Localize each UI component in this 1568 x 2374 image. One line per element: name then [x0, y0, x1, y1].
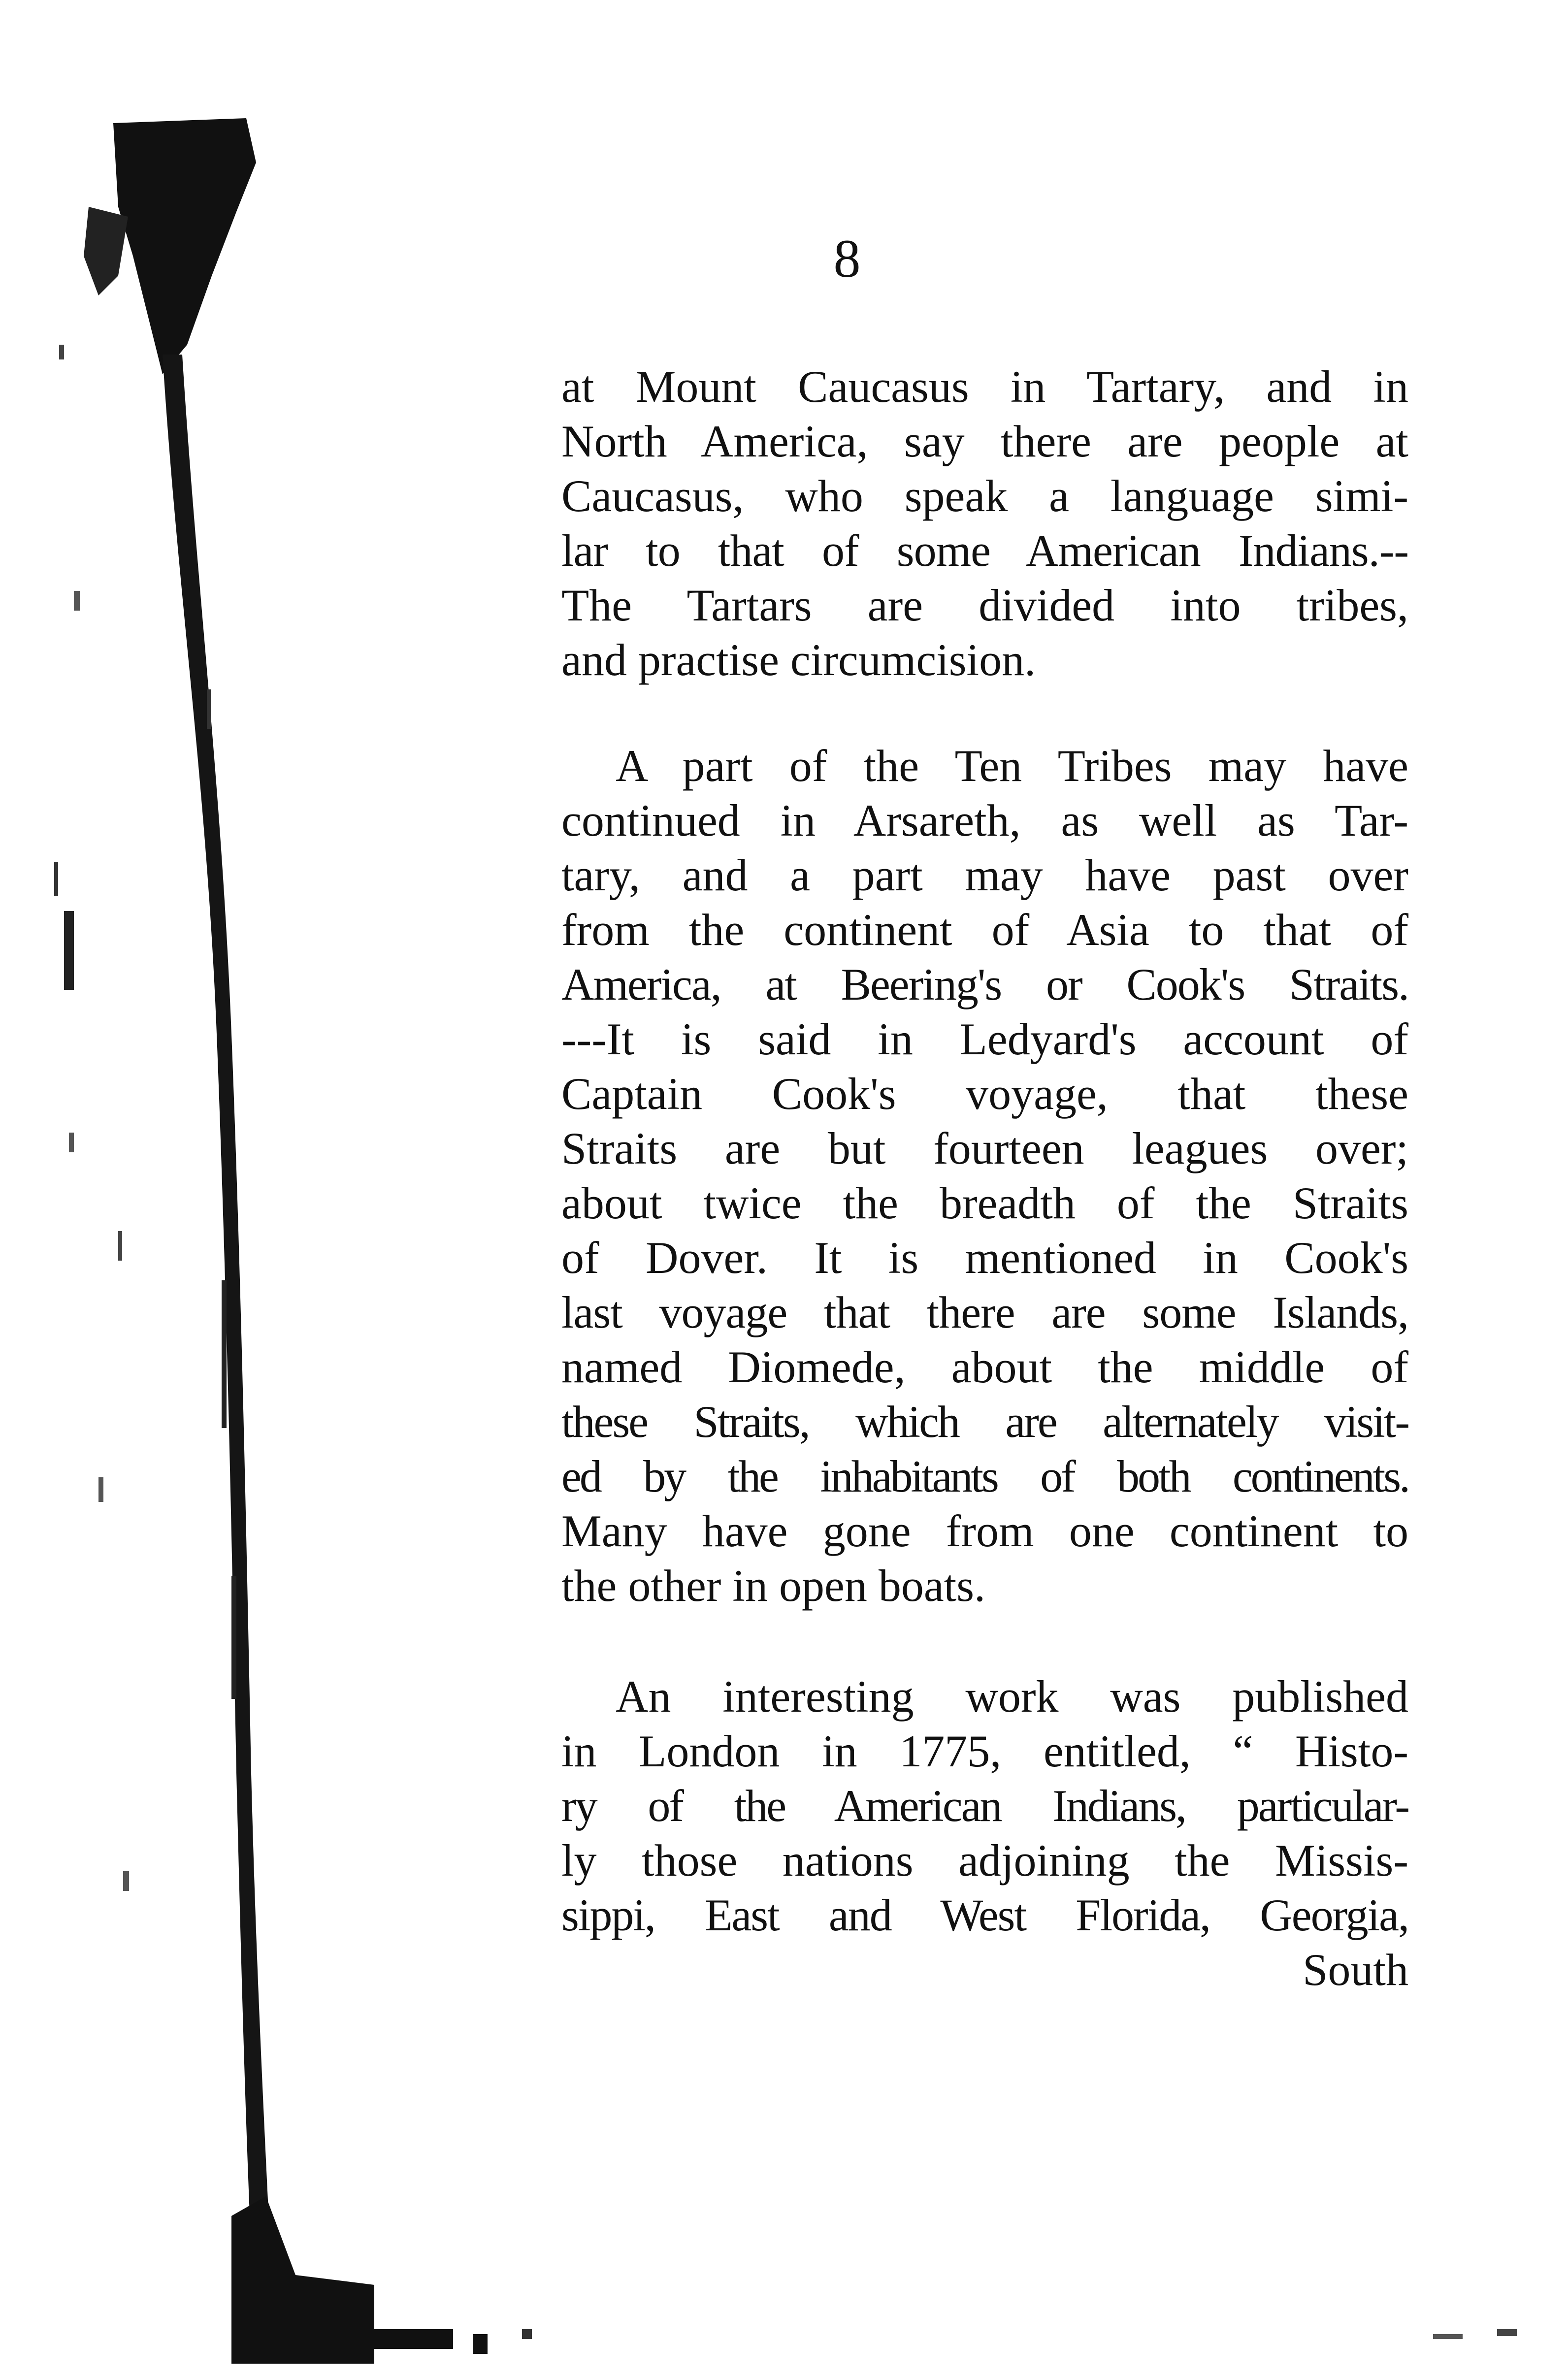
bottom-edge-specks	[374, 2314, 1568, 2374]
text-line: last voyage that there are some Islands,	[561, 1287, 1408, 1337]
catchword: South	[1303, 1945, 1408, 1995]
text-line: North America, say there are people at	[561, 416, 1408, 466]
text-line: tary, and a part may have past over	[561, 850, 1408, 900]
text-line: ry of the American Indians, particular-	[561, 1781, 1408, 1831]
text-line: Many have gone from one continent to	[561, 1506, 1408, 1556]
text-line: continued in Arsareth, as well as Tar-	[561, 795, 1408, 846]
paragraph-2	[561, 739, 1408, 1613]
text-line: the other in open boats.	[561, 1561, 986, 1611]
text-line: sippi, East and West Florida, Georgia,	[561, 1890, 1408, 1940]
paragraph-3	[561, 1669, 1408, 1997]
text-line: ed by the inhabitants of both continents.	[561, 1451, 1408, 1501]
binding-edge-shadow	[0, 0, 374, 2374]
text-line: Straits are but fourteen leagues over;	[561, 1123, 1408, 1173]
text-line: at Mount Caucasus in Tartary, and in	[561, 361, 1408, 412]
text-line: about twice the breadth of the Straits	[561, 1178, 1408, 1228]
page-number: 8	[833, 228, 861, 289]
text-line: lar to that of some American Indians.--	[561, 525, 1408, 576]
text-line	[561, 739, 1408, 793]
text-line: ly those nations adjoining the Missis-	[561, 1835, 1408, 1886]
text-line: and practise circumcision.	[561, 635, 1036, 685]
paragraph-1	[561, 359, 1408, 687]
text-line: Captain Cook's voyage, that these	[561, 1069, 1408, 1119]
text-line: ---It is said in Ledyard's account of	[561, 1014, 1408, 1064]
text-line: The Tartars are divided into tribes,	[561, 580, 1408, 630]
text-line: Caucasus, who speak a language simi-	[561, 471, 1408, 521]
text-line: from the continent of Asia to that of	[561, 905, 1408, 955]
text-line: of Dover. It is mentioned in Cook's	[561, 1233, 1408, 1283]
text-line-content: A part of the Ten Tribes may have	[616, 741, 1408, 791]
text-line	[561, 1669, 1408, 1724]
text-line: these Straits, which are alternately visit-	[561, 1397, 1408, 1447]
text-line: in London in 1775, entitled, “ Histo-	[561, 1726, 1408, 1776]
text-line-content: An interesting work was published	[616, 1671, 1408, 1722]
text-line: named Diomede, about the middle of	[561, 1342, 1408, 1392]
text-line: America, at Beering's or Cook's Straits.	[561, 959, 1408, 1009]
